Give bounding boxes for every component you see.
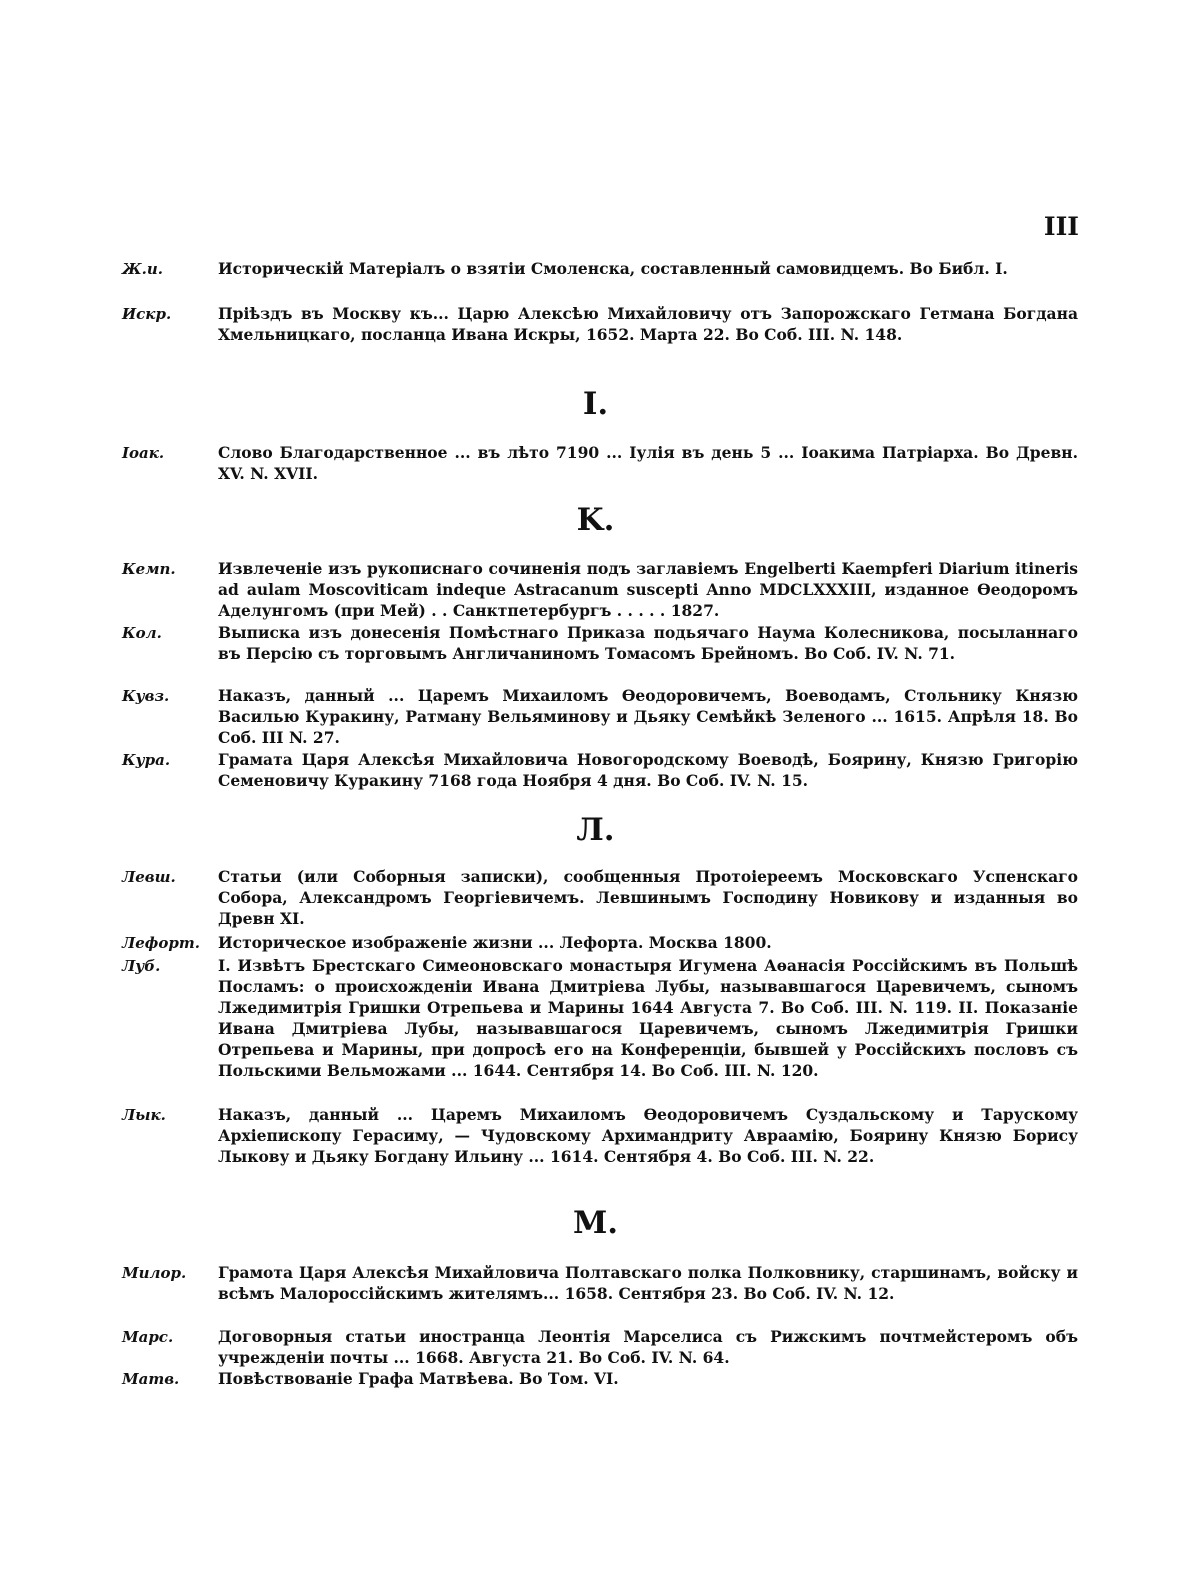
entry-abbreviation: Лык. xyxy=(122,1106,166,1124)
entry-abbreviation: Іоак. xyxy=(122,444,165,462)
entry-text: Грамота Царя Алексѣя Михайловича Полтавскаго полка Полковнику, старшинамъ, войску и всѣмъ Малороссійскимъ жителямъ... 1658. Сентября 23. Во Соб. IV. N. 12. xyxy=(218,1263,1078,1303)
entry-abbreviation: Кура. xyxy=(122,751,171,769)
entry-abbreviation: Кол. xyxy=(122,624,162,642)
page-number: III xyxy=(1043,212,1079,241)
entry-abbreviation: Луб. xyxy=(122,957,161,975)
entry-abbreviation: Лефорт. xyxy=(122,934,200,952)
entry-abbreviation: Ж.и. xyxy=(122,260,164,278)
entry-text: Выписка изъ донесенія Помѣстнаго Приказа подьячаго Наума Колесникова, посыланнаго въ Персію съ торговымъ Англичаниномъ Томасомъ Брейномъ. Во Соб. IV. N. 71. xyxy=(218,623,1078,663)
entry-text: Грамата Царя Алексѣя Михайловича Новогородскому Воеводѣ, Боярину, Князю Григорію Семеновичу Куракину 7168 года Ноября 4 дня. Во Соб. IV. N. 15. xyxy=(218,750,1078,790)
entry-text: Извлеченіе изъ рукописнаго сочиненія подъ заглавіемъ Engelberti Kaempferi Diarium itineris ad aulam Moscoviticam indeque Astracanum suscepti Anno MDCLXXXIII, изданное Ѳеодоромъ Аделунгомъ (при Мей) . . Санктпетербургъ . . . . . 1827. xyxy=(218,559,1078,620)
entry-abbreviation: Марс. xyxy=(122,1328,174,1346)
entry-text: Наказъ, данный ... Царемъ Михаиломъ Ѳеодоровичемъ Суздальскому и Тарускому Архіепископу Герасиму, — Чудовскому Архимандриту Авраамію, Боярину Князю Борису Лыкову и Дьяку Богдану Ильину ... 1614. Сентября 4. Во Соб. III. N. 22. xyxy=(218,1105,1078,1166)
entry-text: Историческое изображеніе жизни ... Лефорта. Москва 1800. xyxy=(218,933,772,952)
entry-text: Повѣствованіе Графа Матвѣева. Во Том. VI. xyxy=(218,1369,619,1388)
section-letter-i: I. xyxy=(582,386,609,422)
entry-abbreviation: Милор. xyxy=(122,1264,187,1282)
section-letter-k: K. xyxy=(576,502,615,538)
entry-text: Договорныя статьи иностранца Леонтія Марселиса съ Рижскимъ почтмейстеромъ объ учрежденіи почты ... 1668. Августа 21. Во Соб. IV. N. 64. xyxy=(218,1327,1078,1367)
entry-text: Наказъ, данный ... Царемъ Михаиломъ Ѳеодоровичемъ, Воеводамъ, Стольнику Князю Василью Куракину, Ратману Вельяминову и Дьяку Семѣйкѣ Зеленого ... 1615. Апрѣля 18. Во Соб. III N. 27. xyxy=(218,686,1078,747)
entry-text: Статьи (или Соборныя записки), сообщенныя Протоіереемъ Московскаго Успенскаго Собора, Александромъ Георгіевичемъ. Левшинымъ Господину Новикову и изданныя во Древн XI. xyxy=(218,867,1078,928)
entry-abbreviation: Кемп. xyxy=(122,560,176,578)
entry-text: I. Извѣтъ Брестскаго Симеоновскаго монастыря Игумена Аѳанасія Россійскимъ въ Польшѣ Посламъ: о происхожденіи Ивана Дмитріева Лубы, называвшагося Царевичемъ, сыномъ Лжедимитрія Гришки Отрепьева и Марины 1644 Августа 7. Во Соб. III. N. 119. II. Показаніе Ивана Дмитріева Лубы, называвшагося Царевичемъ, сыномъ Лжедимитрія Гришки Отрепьева и Марины, при допросѣ его на Конференціи, бывшей у Россійскихъ пословъ съ Польскими Вельможами ... 1644. Сентября 14. Во Соб. III. N. 120. xyxy=(218,956,1078,1080)
entry-text: Пріѣздъ въ Москву къ... Царю Алексѣю Михайловичу отъ Запорожскаго Гетмана Богдана Хмельницкаго, посланца Ивана Искры, 1652. Марта 22. Во Соб. III. N. 148. xyxy=(218,304,1078,344)
section-letter-l: Л. xyxy=(576,812,615,848)
section-letter-m: M. xyxy=(572,1205,619,1241)
entry-text: Историческій Матеріалъ о взятіи Смоленска, составленный самовидцемъ. Во Библ. I. xyxy=(218,259,1008,278)
entry-abbreviation: Искр. xyxy=(122,305,172,323)
entry-abbreviation: Матв. xyxy=(122,1370,180,1388)
entry-abbreviation: Левш. xyxy=(122,868,176,886)
entry-text: Слово Благодарственное ... въ лѣто 7190 ... Іулія въ день 5 ... Іоакима Патріарха. Во Древн. XV. N. XVII. xyxy=(218,443,1078,483)
entry-abbreviation: Кувз. xyxy=(122,687,170,705)
